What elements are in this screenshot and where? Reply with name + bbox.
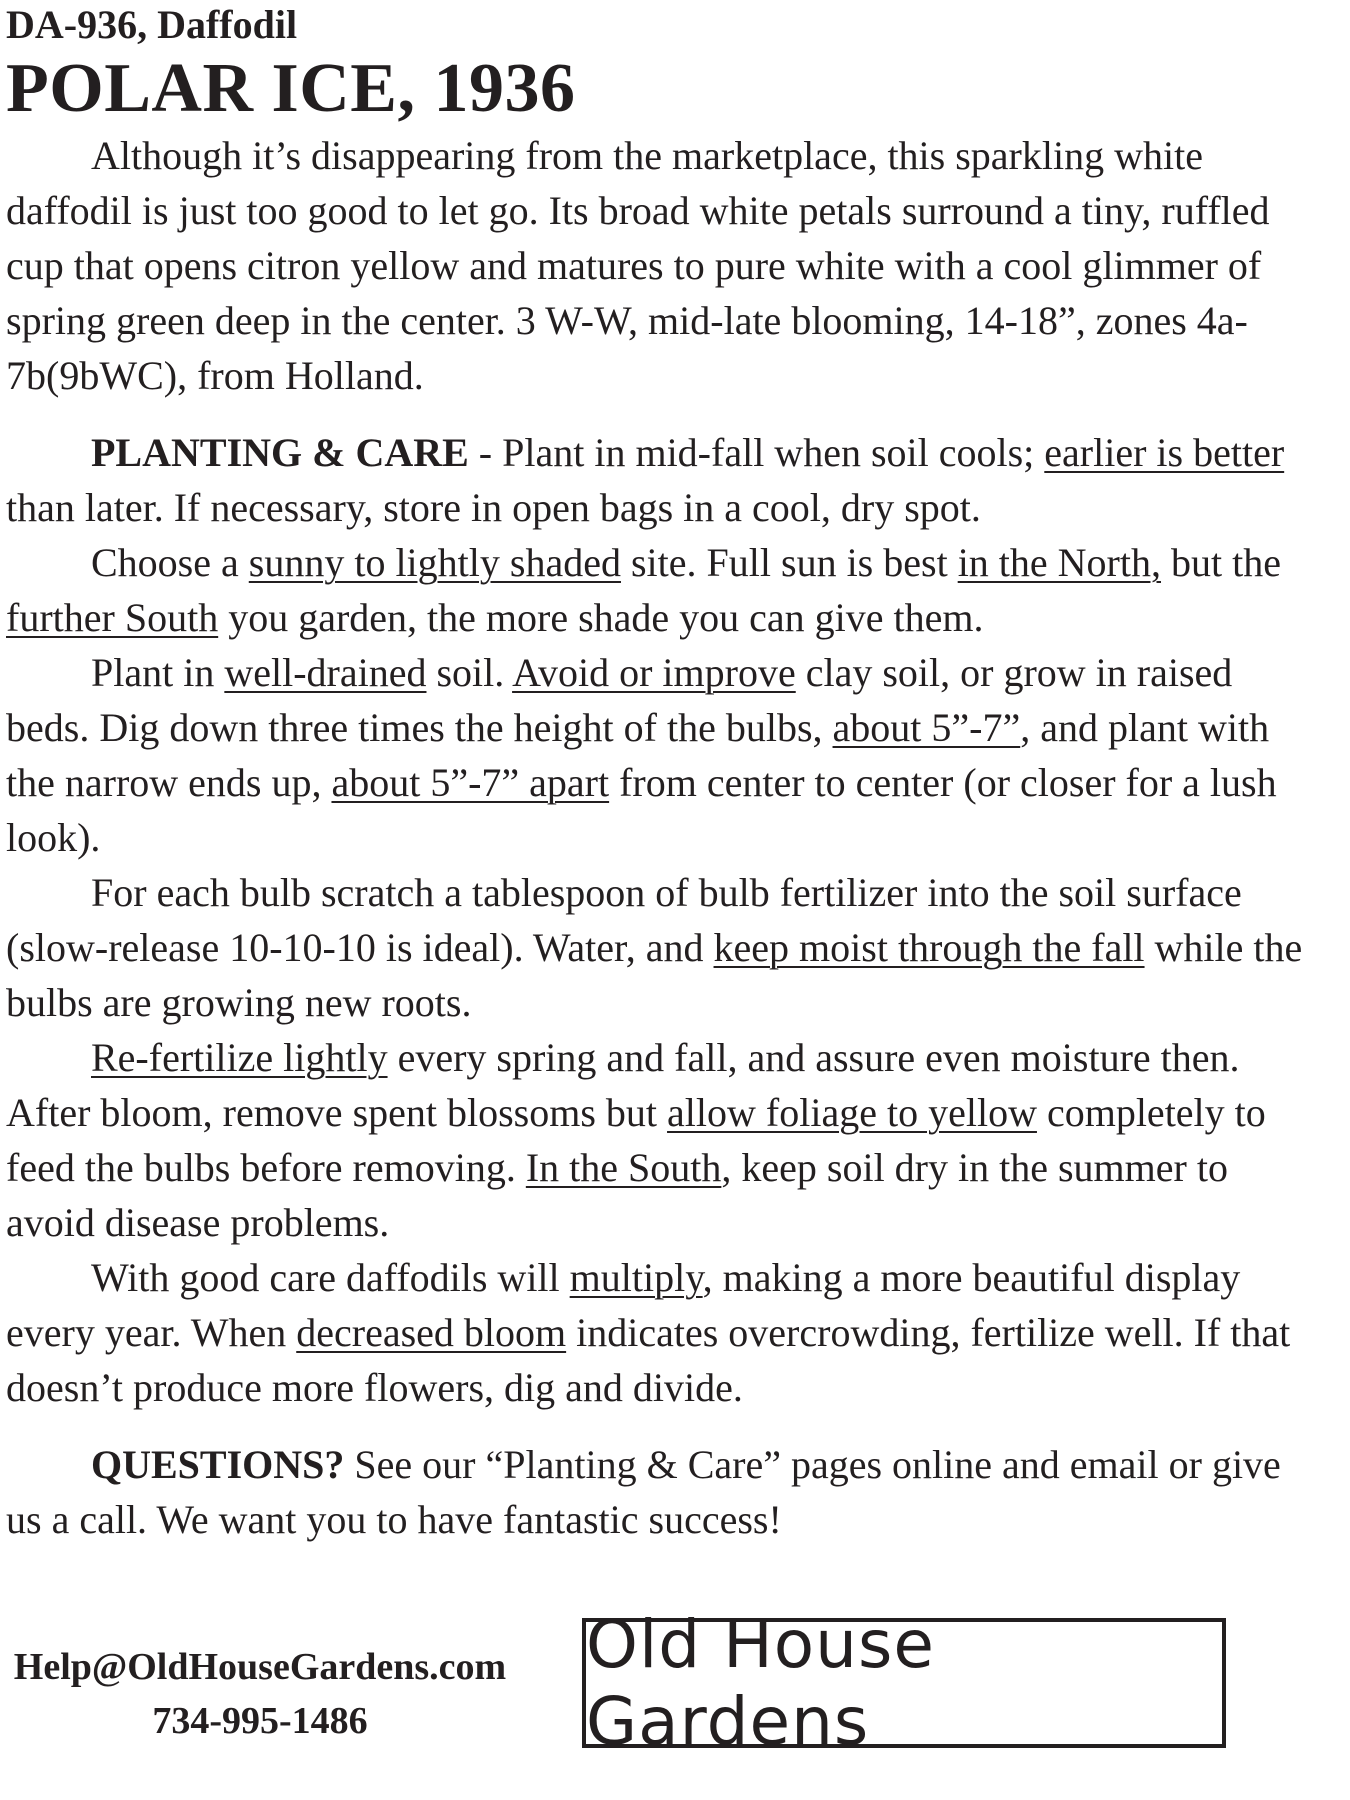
contact-block bbox=[0, 1640, 520, 1748]
underlined-phrase: earlier is better bbox=[1044, 430, 1285, 475]
text-run: Choose a bbox=[91, 540, 249, 585]
planting-paragraph-5 bbox=[6, 1030, 1306, 1250]
text-run: - Plant in mid-fall when soil cools; bbox=[468, 430, 1045, 475]
text-run: than later. If necessary, store in open bags in a cool, dry spot. bbox=[6, 485, 981, 530]
contact-email[interactable]: Help@OldHouseGardens.com bbox=[13, 1646, 507, 1688]
text-run: from center to center (or closer for a lush look). bbox=[6, 760, 1277, 860]
underlined-phrase: In the South bbox=[525, 1145, 722, 1190]
questions-paragraph bbox=[6, 1437, 1306, 1547]
underlined-phrase: Avoid or improve bbox=[512, 650, 796, 695]
product-code: DA-936, Daffodil bbox=[6, 2, 298, 47]
planting-paragraph-3 bbox=[6, 645, 1306, 865]
underlined-phrase: allow foliage to yellow bbox=[667, 1090, 1037, 1135]
planting-paragraph-6 bbox=[6, 1250, 1306, 1415]
text-run: but the bbox=[1161, 540, 1281, 585]
text-run: while the bulbs are growing new roots. bbox=[6, 925, 1303, 1025]
text-run: For each bulb scratch a tablespoon of bulb fertilizer into the soil surface (slow-release 10-10-10 is ideal). Water, and bbox=[6, 870, 1242, 970]
text-run: With good care daffodils will bbox=[91, 1255, 570, 1300]
planting-heading: PLANTING & CARE bbox=[91, 430, 469, 475]
text-run: See our “Planting & Care” pages online and email or give us a call. We want you to have fantastic success! bbox=[6, 1442, 1281, 1542]
planting-paragraph-2 bbox=[6, 535, 1306, 645]
underlined-phrase: keep moist through the fall bbox=[713, 925, 1145, 970]
intro-paragraph: Although it’s disappearing from the marketplace, this sparkling white daffodil is just too good to let go. Its broad white petals surround a tiny, ruffled cup that opens citron yellow and matures to pure white with a cool glimmer of spring green deep in the center. 3 W-W, mid-late blooming, 14-18”, zones 4a-7b(9bWC), from Holland. bbox=[6, 133, 1270, 398]
text-run: site. Full sun is best bbox=[620, 540, 958, 585]
text-run: you garden, the more shade you can give them. bbox=[218, 595, 984, 640]
text-run: , making a more beautiful display every year. When bbox=[6, 1255, 1241, 1355]
product-title: POLAR ICE, 1936 bbox=[6, 50, 576, 127]
seed-packet-page bbox=[6, 0, 1306, 1547]
underlined-phrase: multiply bbox=[569, 1255, 703, 1300]
text-run: indicates overcrowding, fertilize well. If that doesn’t produce more flowers, dig and divide. bbox=[6, 1310, 1291, 1410]
text-run: every spring and fall, and assure even moisture then. After bloom, remove spent blossoms but bbox=[6, 1035, 1240, 1135]
underlined-phrase: about 5”-7” bbox=[832, 705, 1021, 750]
contact-phone[interactable]: 734-995-1486 bbox=[152, 1700, 368, 1742]
text-run: , and plant with the narrow ends up, bbox=[6, 705, 1270, 805]
underlined-phrase: Re-fertilize lightly bbox=[91, 1035, 388, 1080]
underlined-phrase: about 5”-7” apart bbox=[331, 760, 610, 805]
underlined-phrase: decreased bloom bbox=[296, 1310, 567, 1355]
text-run: Plant in bbox=[91, 650, 225, 695]
underlined-phrase: sunny to lightly shaded bbox=[248, 540, 621, 585]
brand-logo bbox=[582, 1606, 1226, 1760]
text-run: completely to feed the bulbs before removing. bbox=[6, 1090, 1266, 1190]
questions-heading: QUESTIONS? bbox=[91, 1442, 345, 1487]
planting-paragraph-4 bbox=[6, 865, 1306, 1030]
underlined-phrase: further South bbox=[6, 595, 219, 640]
planting-paragraph-1 bbox=[6, 425, 1306, 535]
brand-logo-text: Old House Gardens bbox=[586, 1606, 935, 1760]
underlined-phrase: in the North, bbox=[957, 540, 1161, 585]
text-run: soil. bbox=[426, 650, 513, 695]
text-run: , keep soil dry in the summer to avoid disease problems. bbox=[6, 1145, 1228, 1245]
underlined-phrase: well-drained bbox=[224, 650, 427, 695]
text-run: clay soil, or grow in raised beds. Dig down three times the height of the bulbs, bbox=[6, 650, 1233, 750]
